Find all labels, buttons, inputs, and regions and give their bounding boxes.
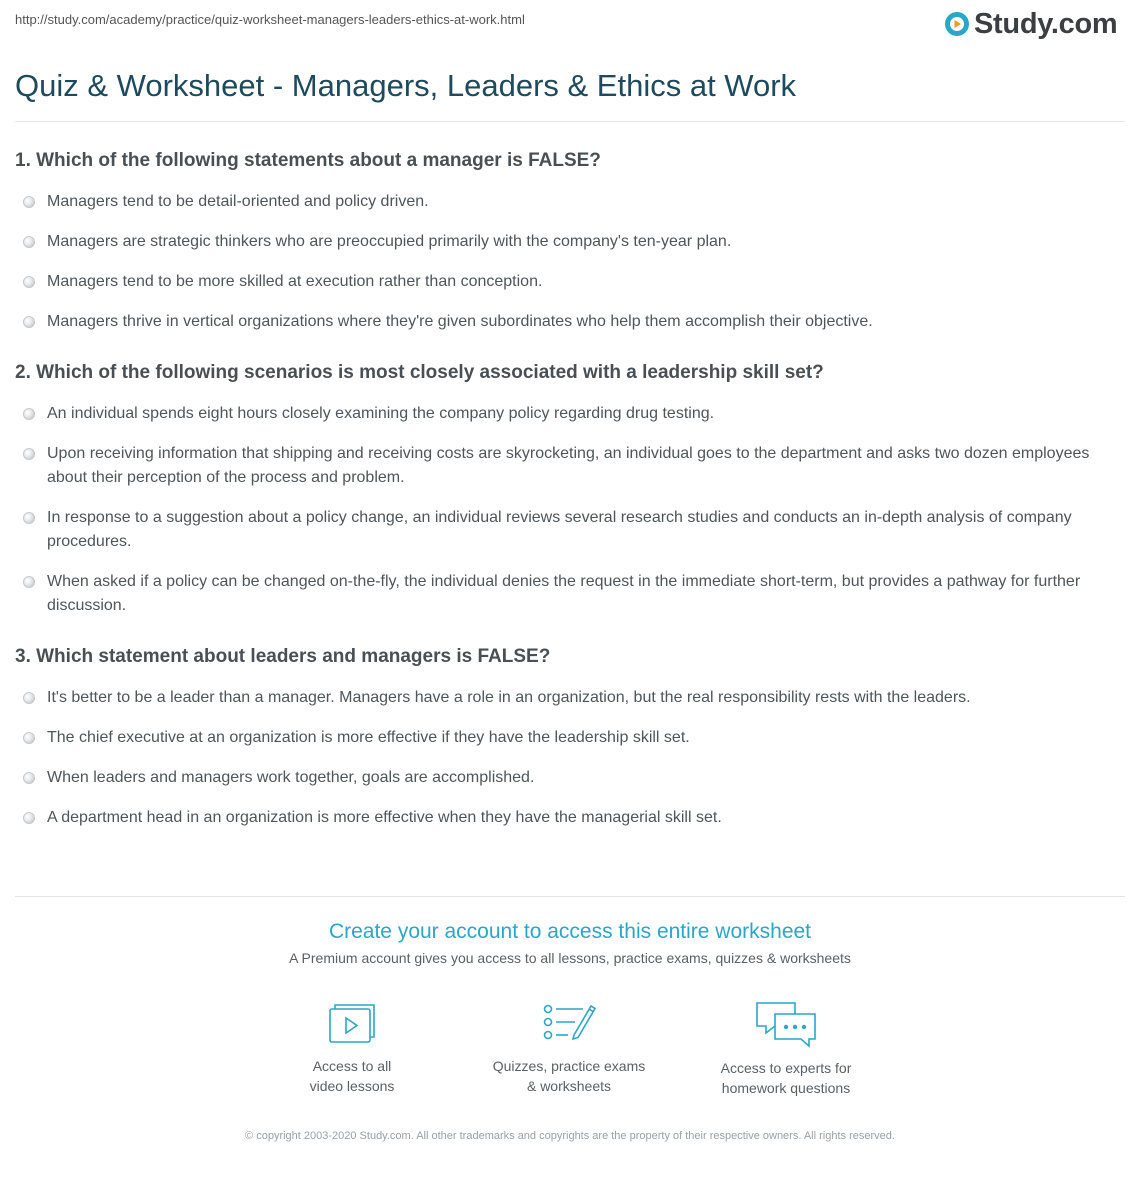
radio-button[interactable] bbox=[23, 576, 35, 588]
answer-option[interactable] bbox=[15, 686, 1115, 710]
answer-text: A department head in an organization is more effective when they have the managerial skill set. bbox=[47, 809, 722, 826]
chat-bubbles-icon bbox=[753, 1000, 819, 1048]
answer-text: It's better to be a leader than a manager. Managers have a role in an organization, but the real responsibility rests with the leaders. bbox=[47, 689, 971, 706]
copyright-footer: © copyright 2003-2020 Study.com. All other trademarks and copyrights are the property of their respective owners. All rights reserved. bbox=[245, 1130, 895, 1142]
feature-label-line: video lessons bbox=[309, 1078, 395, 1094]
answer-text: The chief executive at an organization is more effective if they have the leadership skill set. bbox=[47, 729, 690, 746]
question-3 bbox=[15, 644, 1115, 830]
answer-list bbox=[15, 402, 1115, 618]
radio-button[interactable] bbox=[23, 316, 35, 328]
feature-label-line: Access to experts for bbox=[720, 1060, 852, 1076]
page-title: Quiz & Worksheet - Managers, Leaders & Ethics at Work bbox=[15, 68, 797, 103]
answer-list bbox=[15, 686, 1115, 830]
answer-text: Managers tend to be detail-oriented and policy driven. bbox=[47, 193, 429, 210]
answer-list bbox=[15, 190, 1115, 334]
answer-text: When asked if a policy can be changed on-the-fly, the individual denies the request in the immediate short-term, but provides a pathway for further discussion. bbox=[47, 573, 1081, 614]
answer-option[interactable] bbox=[15, 506, 1115, 554]
feature-video-lessons bbox=[252, 1000, 452, 1096]
radio-button[interactable] bbox=[23, 276, 35, 288]
feature-label bbox=[686, 1058, 886, 1098]
answer-text: When leaders and managers work together, goals are accomplished. bbox=[47, 769, 535, 786]
answer-option[interactable] bbox=[15, 806, 1115, 830]
radio-button[interactable] bbox=[23, 812, 35, 824]
answer-option[interactable] bbox=[15, 726, 1115, 750]
answer-option[interactable] bbox=[15, 270, 1115, 294]
answer-option[interactable] bbox=[15, 402, 1115, 426]
answer-text: Managers tend to be more skilled at execution rather than conception. bbox=[47, 273, 543, 290]
question-text: 2. Which of the following scenarios is most closely associated with a leadership skill set? bbox=[15, 362, 824, 383]
feature-label-line: homework questions bbox=[721, 1080, 851, 1096]
page-url: http://study.com/academy/practice/quiz-worksheet-managers-leaders-ethics-at-work.html bbox=[15, 12, 525, 27]
feature-experts bbox=[686, 1000, 886, 1098]
radio-button[interactable] bbox=[23, 196, 35, 208]
signup-cta bbox=[0, 918, 1140, 968]
feature-list bbox=[0, 1000, 1140, 1110]
question-1 bbox=[15, 148, 1115, 334]
question-2 bbox=[15, 360, 1115, 618]
title-divider bbox=[15, 121, 1125, 122]
feature-label bbox=[469, 1056, 669, 1096]
feature-label-line: Access to all bbox=[312, 1058, 392, 1074]
radio-button[interactable] bbox=[23, 732, 35, 744]
feature-label-line: Quizzes, practice exams bbox=[492, 1058, 646, 1074]
quiz-checklist-icon bbox=[541, 1000, 597, 1046]
answer-text: Managers thrive in vertical organizations where they're given subordinates who help them accomplish their objective. bbox=[47, 313, 873, 330]
question-text: 1. Which of the following statements about a manager is FALSE? bbox=[15, 150, 601, 171]
section-divider bbox=[15, 896, 1125, 897]
feature-label-line: & worksheets bbox=[526, 1078, 612, 1094]
question-list bbox=[15, 148, 1115, 856]
answer-option[interactable] bbox=[15, 766, 1115, 790]
radio-button[interactable] bbox=[23, 236, 35, 248]
radio-button[interactable] bbox=[23, 512, 35, 524]
question-text: 3. Which statement about leaders and managers is FALSE? bbox=[15, 646, 551, 667]
video-lessons-icon bbox=[326, 1000, 378, 1046]
cta-link[interactable]: Create your account to access this entire worksheet bbox=[328, 920, 812, 943]
radio-button[interactable] bbox=[23, 448, 35, 460]
radio-button[interactable] bbox=[23, 408, 35, 420]
cta-subtitle: A Premium account gives you access to all lessons, practice exams, quizzes & worksheets bbox=[289, 950, 851, 966]
feature-label bbox=[252, 1056, 452, 1096]
answer-option[interactable] bbox=[15, 442, 1115, 490]
feature-quizzes bbox=[469, 1000, 669, 1096]
answer-text: In response to a suggestion about a policy change, an individual reviews several research studies and conducts an in-depth analysis of company procedures. bbox=[47, 509, 1072, 550]
study-logo[interactable] bbox=[944, 6, 1117, 42]
radio-button[interactable] bbox=[23, 772, 35, 784]
answer-option[interactable] bbox=[15, 230, 1115, 254]
radio-button[interactable] bbox=[23, 692, 35, 704]
answer-option[interactable] bbox=[15, 190, 1115, 214]
play-logo-icon bbox=[944, 11, 970, 37]
answer-text: Upon receiving information that shipping and receiving costs are skyrocketing, an individual goes to the department and asks two dozen employees about their perception of the process and problem. bbox=[47, 445, 1090, 486]
answer-option[interactable] bbox=[15, 570, 1115, 618]
answer-text: Managers are strategic thinkers who are preoccupied primarily with the company's ten-year plan. bbox=[47, 233, 732, 250]
answer-text: An individual spends eight hours closely examining the company policy regarding drug testing. bbox=[47, 405, 715, 422]
answer-option[interactable] bbox=[15, 310, 1115, 334]
logo-text: Study.com bbox=[974, 7, 1118, 40]
